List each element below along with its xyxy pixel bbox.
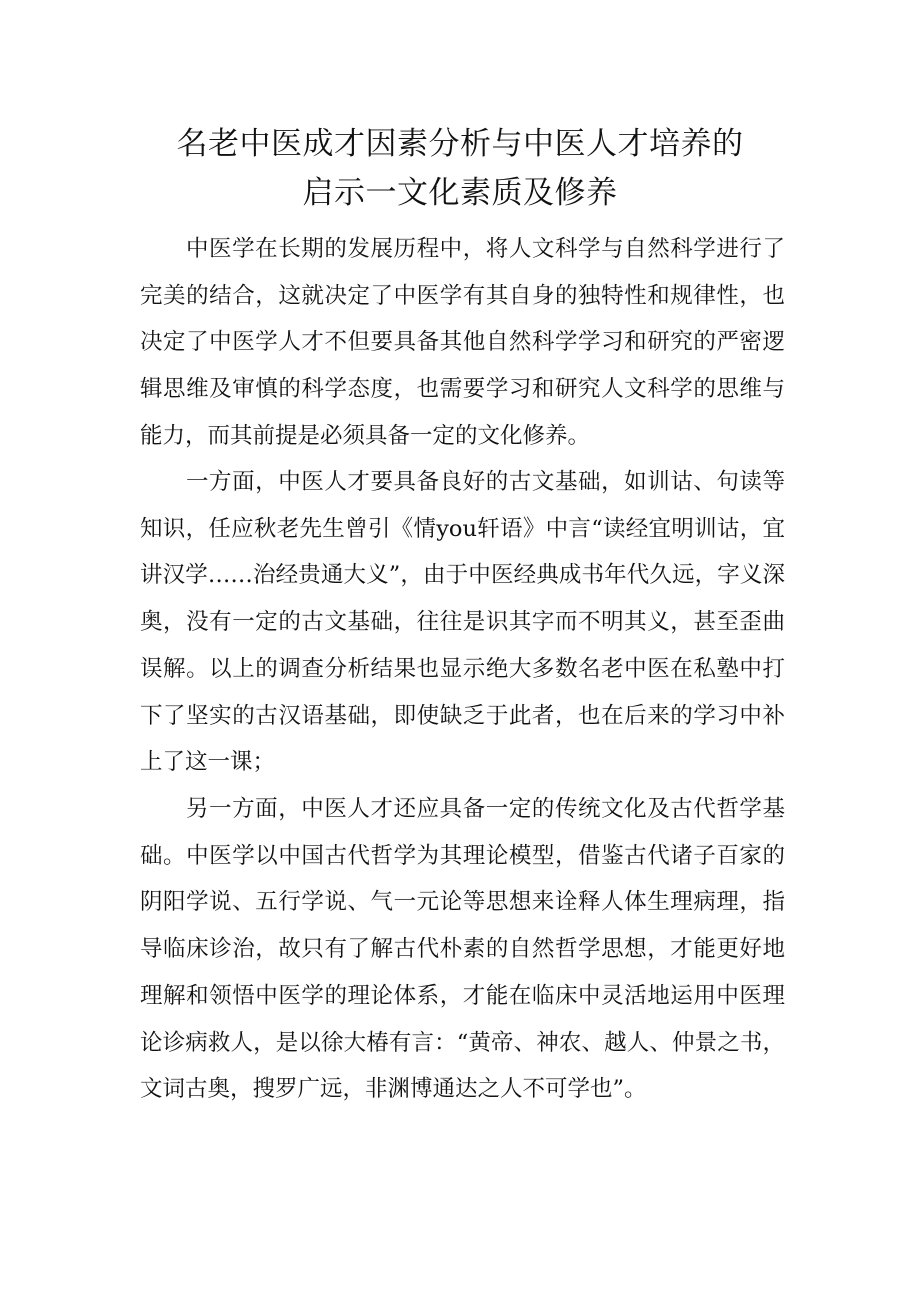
paragraph-3: 另一方面，中医人才还应具备一定的传统文化及古代哲学基础。中医学以中国古代哲学为其理论模型，借鉴古代诸子百家的阴阳学说、五行学说、气一元论等思想来诠释人体生理病理，指导临床诊治，故只有了解古代朴素的自然哲学思想，才能更好地理解和领悟中医学的理论体系，才能在临床中灵活地运用中医理论诊病救人，是以徐大椿有言：“黄帝、神农、越人、仲景之书，文词古奥，搜罗广远，非渊博通达之人不可学也”。 — [140, 796, 785, 1103]
title-line-2: 启示一文化素质及修养 — [302, 175, 618, 211]
title-line-1: 名老中医成才因素分析与中医人才培养的 — [176, 126, 744, 162]
paragraph-2: 一方面，中医人才要具备良好的古文基础，如训诂、句读等知识，任应秋老先生曾引《情you轩语》中言“读经宜明训诂，宜讲汉学……治经贵通大义”，由于中医经典成书年代久远，字义深奥，没有一定的古文基础，往往是识其字而不明其义，甚至歪曲误解。以上的调查分析结果也显示绝大多数名老中医在私塾中打下了坚实的古汉语基础，即使缺乏于此者，也在后来的学习中补上了这一课； — [140, 469, 785, 776]
paragraph-1: 中医学在长期的发展历程中，将人文科学与自然科学进行了完美的结合，这就决定了中医学有其自身的独特性和规律性，也决定了中医学人才不但要具备其他自然科学学习和研究的严密逻辑思维及审慎的科学态度，也需要学习和研究人文科学的思维与能力，而其前提是必须具备一定的文化修养。 — [140, 236, 785, 449]
document-title — [0, 120, 920, 218]
